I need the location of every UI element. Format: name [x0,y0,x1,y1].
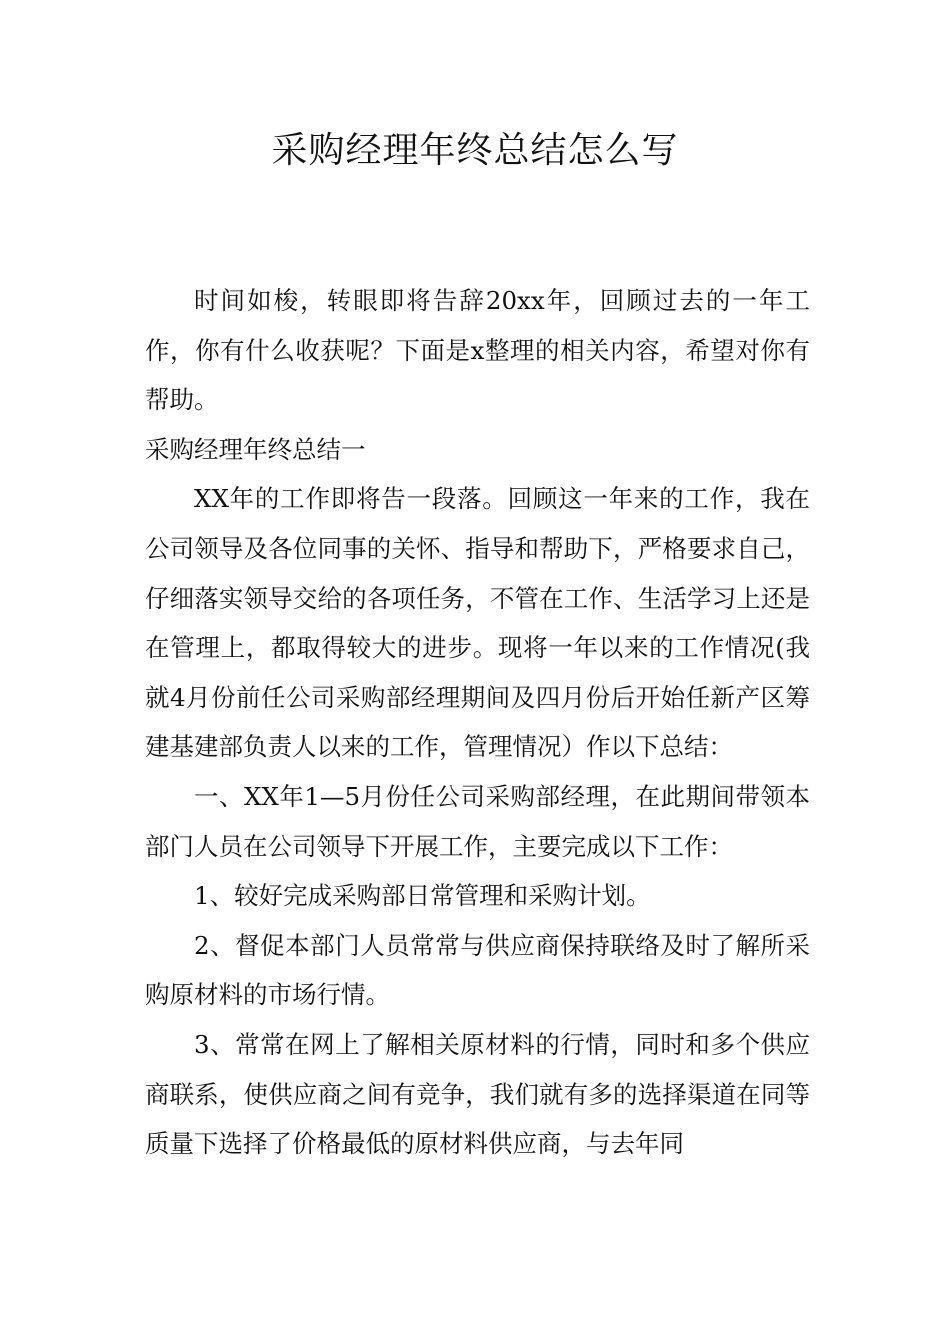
document-title: 采购经理年终总结怎么写 [271,130,679,171]
list-item-1: 1、较好完成采购部日常管理和采购计划。 [194,881,651,911]
list-item-2: 2、督促本部门人员常常与供应商保持联络及时了解所采购原材料的市场行情。 [145,930,810,1010]
list-item-3: 3、常常在网上了解相关原材料的行情，同时和多个供应商联系，使供应商之间有竞争，我们就有多的选择渠道在同等质量下选择了价格最低的原材料供应商，与去年同 [145,1029,810,1159]
section-heading: 采购经理年终总结一 [145,434,366,464]
paragraph-overview: XX年的工作即将告一段落。回顾这一年来的工作，我在公司领导及各位同事的关怀、指导和帮助下，严格要求自己，仔细落实领导交给的各项任务，不管在工作、生活学习上还是在管理上，都取得较大的进步。现将一年以来的工作情况(我就4月份前任公司采购部经理期间及四月份后开始任新产区筹建基建部负责人以来的工作，管理情况）作以下总结： [145,484,810,762]
paragraph-part-one: 一、XX年1—5月份任公司采购部经理，在此期间带领本部门人员在公司领导下开展工作，主要完成以下工作： [145,781,810,861]
paragraph-intro: 时间如梭，转眼即将告辞20xx年，回顾过去的一年工作，你有什么收获呢？下面是x整理的相关内容，希望对你有帮助。 [145,286,810,415]
document-body [145,276,810,1169]
